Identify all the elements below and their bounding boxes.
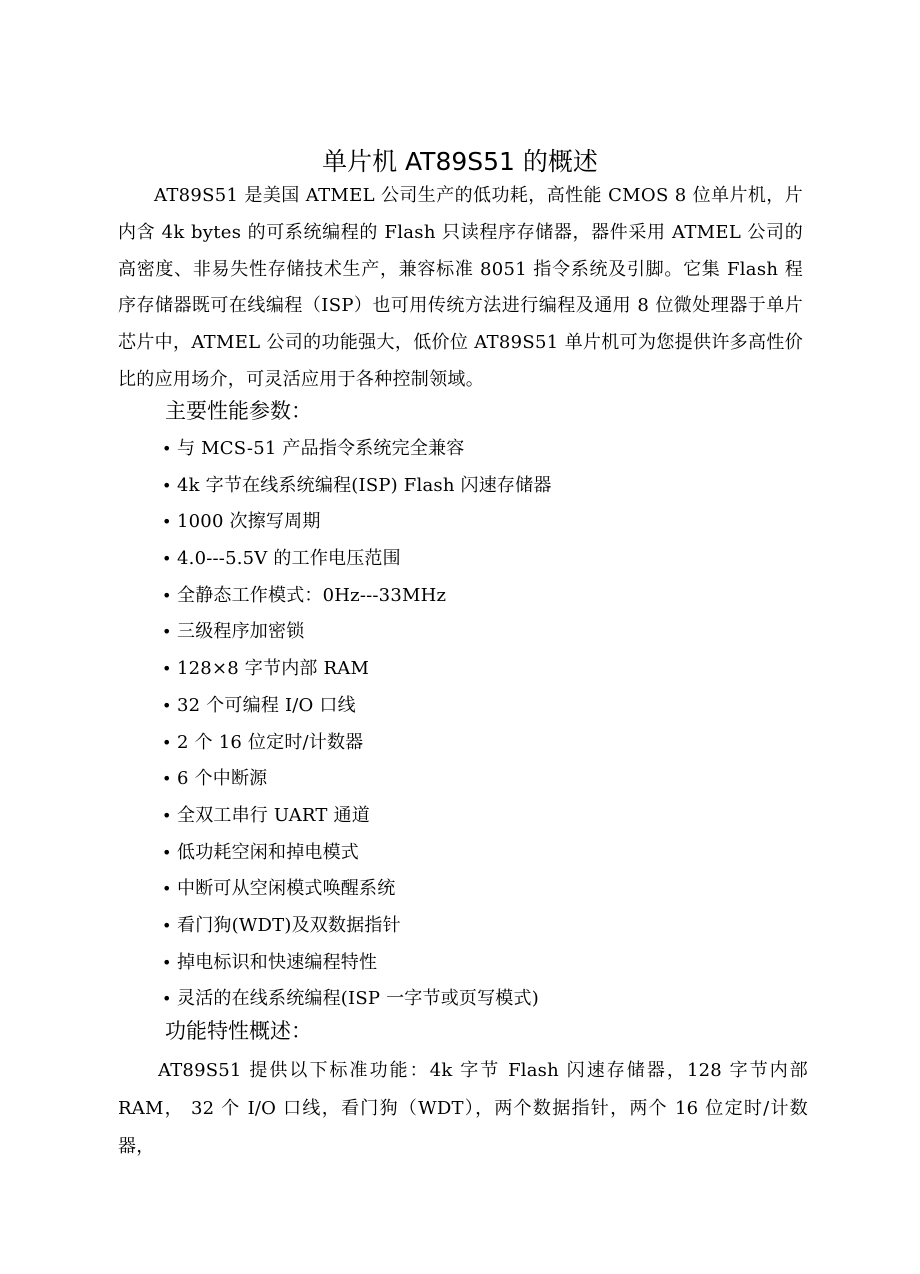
- bullet-icon: •: [162, 585, 172, 605]
- bullet-icon: •: [162, 842, 172, 862]
- bullet-icon: •: [162, 879, 172, 899]
- feature-text: 全静态工作模式：0Hz---33MHz: [177, 584, 447, 606]
- bullet-icon: •: [162, 549, 172, 569]
- bullet-icon: •: [162, 805, 172, 825]
- feature-item: [162, 725, 762, 762]
- feature-text: 灵活的在线系统编程(ISP 一字节或页写模式): [177, 988, 539, 1010]
- feature-text: 看门狗(WDT)及双数据指针: [177, 914, 401, 936]
- feature-text: 128×8 字节内部 RAM: [177, 658, 370, 680]
- feature-text: 6 个中断源: [177, 768, 268, 790]
- feature-text: 1000 次擦写周期: [177, 511, 321, 533]
- feature-item: [162, 798, 762, 835]
- feature-text: 低功耗空闲和掉电模式: [177, 841, 359, 863]
- feature-item: [162, 614, 762, 651]
- summary-paragraph: AT89S51 提供以下标准功能：4k 字节 Flash 闪速存储器，128 字节内部 RAM， 32 个 I/O 口线，看门狗（WDT），两个数据指针，两个 16 位定时/计数器，: [118, 1060, 808, 1157]
- bullet-icon: •: [162, 769, 172, 789]
- feature-item: [162, 504, 762, 541]
- feature-item: [162, 651, 762, 688]
- bullet-icon: •: [162, 952, 172, 972]
- bullet-icon: •: [162, 622, 172, 642]
- bullet-icon: •: [162, 659, 172, 679]
- bullet-icon: •: [162, 512, 172, 532]
- feature-item: [162, 981, 762, 1018]
- feature-text: 与 MCS-51 产品指令系统完全兼容: [177, 438, 465, 459]
- intro-paragraph: AT89S51 是美国 ATMEL 公司生产的低功耗，高性能 CMOS 8 位单片机，片内含 4k bytes 的可系统编程的 Flash 只读程序存储器，器件采用 ATMEL 公司的高密度、非易失性存储技术生产，兼容标准 8051 指令系统及引脚。它集 Flash 程序存储器既可在线编程（ISP）也可用传统方法进行编程及通用 8 位微处理器于单片芯片中，ATMEL 公司的功能强大，低价位 AT89S51 单片机可为您提供许多高性价比的应用场介，可灵活应用于各种控制领域。: [118, 185, 803, 390]
- feature-item: [162, 431, 762, 468]
- feature-item: [162, 908, 762, 945]
- feature-text: 全双工串行 UART 通道: [177, 804, 370, 826]
- feature-item: [162, 541, 762, 578]
- feature-item: [162, 578, 762, 615]
- function-heading: 功能特性概述：: [165, 1019, 312, 1043]
- feature-item: [162, 761, 762, 798]
- bullet-icon: •: [162, 732, 172, 752]
- feature-item: [162, 835, 762, 872]
- document-title: 单片机 AT89S51 的概述: [322, 146, 598, 176]
- feature-text: 掉电标识和快速编程特性: [177, 951, 378, 973]
- feature-text: 32 个可编程 I/O 口线: [177, 694, 356, 716]
- bullet-icon: •: [162, 475, 172, 495]
- feature-text: 中断可从空闲模式唤醒系统: [177, 878, 396, 900]
- feature-text: 4.0---5.5V 的工作电压范围: [177, 548, 401, 570]
- performance-heading: 主要性能参数：: [165, 399, 312, 423]
- bullet-icon: •: [162, 989, 172, 1009]
- bullet-icon: •: [162, 439, 172, 458]
- feature-item: [162, 688, 762, 725]
- feature-item: [162, 945, 762, 982]
- feature-item: [162, 468, 762, 505]
- feature-text: 三级程序加密锁: [177, 621, 305, 643]
- bullet-icon: •: [162, 695, 172, 715]
- feature-text: 4k 字节在线系统编程(ISP) Flash 闪速存储器: [177, 474, 552, 496]
- feature-item: [162, 871, 762, 908]
- feature-list: [162, 431, 762, 1018]
- bullet-icon: •: [162, 915, 172, 935]
- feature-text: 2 个 16 位定时/计数器: [177, 731, 364, 753]
